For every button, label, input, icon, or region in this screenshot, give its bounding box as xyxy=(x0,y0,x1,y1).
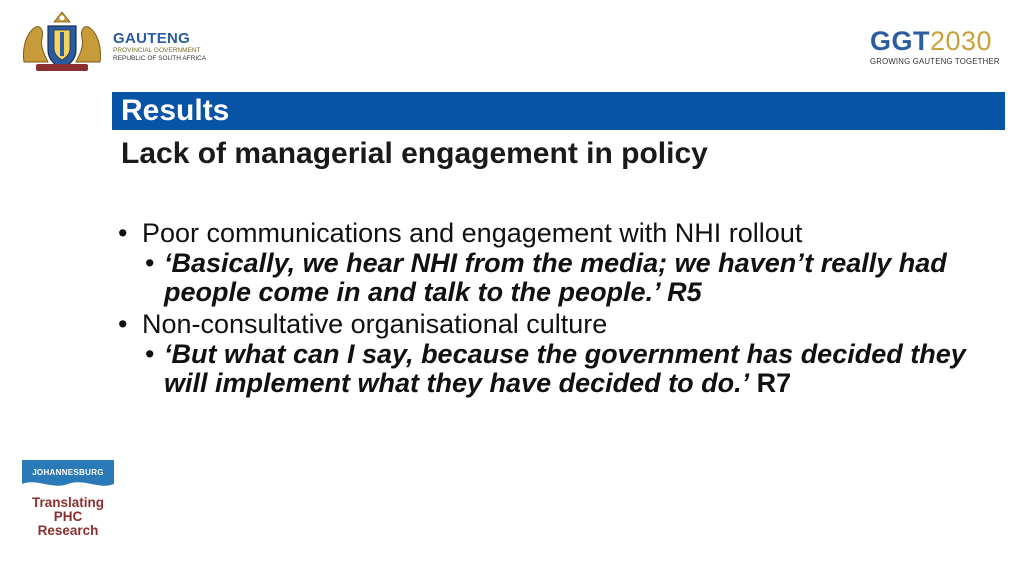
bullet-item xyxy=(118,308,998,340)
bullet-icon: • xyxy=(145,248,155,278)
title-line: Translating xyxy=(31,495,104,510)
title-line: PHC xyxy=(53,509,83,524)
title-bar xyxy=(112,92,1005,130)
provincial-government-label: PROVINCIAL GOVERNMENT xyxy=(113,47,201,54)
ggt-year: 2030 xyxy=(930,26,993,56)
slide-title: Results xyxy=(121,94,230,127)
bullet-icon: • xyxy=(118,218,128,248)
bullet-icon: • xyxy=(118,309,128,339)
gauteng-wordmark: GAUTENG xyxy=(113,30,191,47)
quote-text: ‘Basically, we hear NHI from the media; we haven’t really had people come in and talk to the people.’ R5 xyxy=(164,248,947,307)
translating-phc-research-logo xyxy=(22,460,114,542)
slide-subtitle: Lack of managerial engagement in policy xyxy=(121,137,708,170)
coat-of-arms-icon xyxy=(18,8,106,74)
gauteng-logo xyxy=(18,8,208,74)
republic-label: REPUBLIC OF SOUTH AFRICA xyxy=(113,55,207,62)
ggt-prefix: GGT xyxy=(870,26,930,56)
quote-reference: R7 xyxy=(749,368,792,398)
bullet-item xyxy=(118,217,998,249)
slide-content xyxy=(118,217,998,398)
ggt-tagline: GROWING GAUTENG TOGETHER xyxy=(870,57,1000,66)
title-line: Research xyxy=(37,523,99,538)
quote-item xyxy=(118,249,998,307)
bullet-text: Poor communications and engagement with NHI rollout xyxy=(142,218,803,248)
translating-phc-research-title xyxy=(22,496,114,538)
ggt2030-wordmark xyxy=(870,26,1010,56)
johannesburg-banner xyxy=(22,460,114,490)
bullet-text: Non-consultative organisational culture xyxy=(142,309,608,339)
quote-text: ‘But what can I say, because the government has decided they will implement what they have decided to do.’ xyxy=(164,339,966,398)
bullet-icon: • xyxy=(145,339,155,369)
ggt2030-logo xyxy=(870,26,1010,70)
johannesburg-label: JOHANNESBURG xyxy=(32,468,104,477)
quote-item xyxy=(118,340,998,398)
